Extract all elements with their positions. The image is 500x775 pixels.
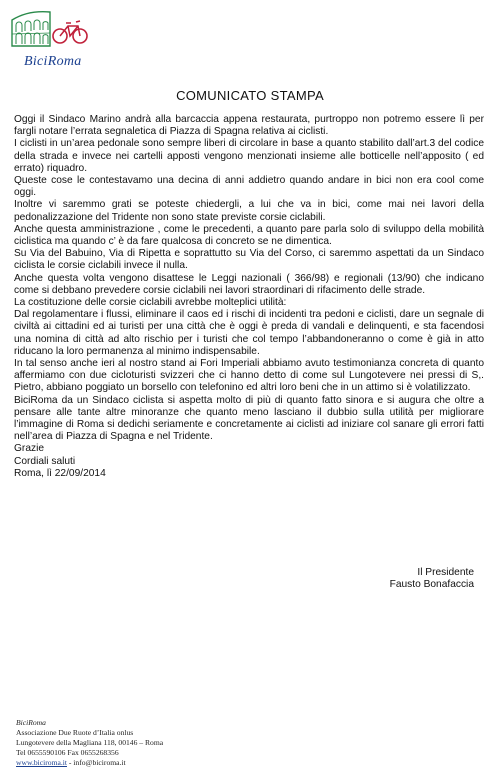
paragraph: Su Via del Babuino, Via di Ripetta e soprattutto su Via del Corso, ci saremmo aspettati da un Sindaco ciclista le corsie ciclabili invece il nulla. <box>14 248 484 272</box>
footer-org: BiciRoma <box>16 718 46 727</box>
paragraph: Dal regolamentare i flussi, eliminare il caos ed i rischi di incidenti tra pedoni e ciclisti, dare un segnale di civiltà ai cittadini ed ai turisti per una città che è oggi è preda di vandali e delinquenti, e sta facendosi una nomina di città ad alto rischio per i turisti che col tempo l’abbandoneranno o come è già in atto riducano la loro permanenza al minimo indispensabile. <box>14 309 484 357</box>
email-text: info@biciroma.it <box>73 758 126 767</box>
biciroma-logo <box>8 6 88 70</box>
footer-association: Associazione Due Ruote d’Italia onlus <box>16 728 134 737</box>
paragraph: Queste cose le contestavamo una decina di anni addietro quando andare in bici non era cool come oggi. <box>14 175 484 199</box>
footer-address: Lungotevere della Magliana 118, 00146 – Roma <box>16 738 164 747</box>
paragraph: Anche questa volta vengono disattese le Leggi nazionali ( 366/98) e regionali (13/90) che indicano come si debbano prevedere corsie ciclabili nei lavori straordinari di rifacimento delle strade. <box>14 272 484 296</box>
signature-name: Fausto Bonafaccia <box>389 579 474 591</box>
paragraph: In tal senso anche ieri al nostro stand ai Fori Imperiali abbiamo avuto testimonianza concreta di quanto affermiamo con due cicloturisti svizzeri che ci hanno detto di come sul Lungotevere nei pressi di S,. Pietro, abbiano poggiato un borsello con telefonino ed altri loro beni che in un attimo si è volatilizzato. <box>14 358 484 394</box>
footer-phone: Tel 0655590106 Fax 0655268356 <box>16 748 119 757</box>
paragraph: BiciRoma da un Sindaco ciclista si aspetta molto di più di quanto fatto sinora e si augura che oltre a pensare alle tante altre minoranze che quanto meno lasciano il dubbio sulla utilità per migliorare l’immagine di Roma si dedichi seriamente e concretamente ai ciclisti ad iniziare col sanare gli errori fatti nell’area di Piazza di Spagna e nel Tridente. <box>14 394 484 443</box>
place-date: Roma, lì 22/09/2014 <box>14 467 106 479</box>
signature-block <box>390 567 474 591</box>
logo-wordmark: BiciRoma <box>24 54 82 69</box>
footer <box>16 718 163 768</box>
paragraph: Inoltre vi saremmo grati se poteste chiedergli, a lui che va in bici, come mai nei lavori della pedonalizzazione del Tridente non sono state previste corsie ciclabili. <box>14 199 484 223</box>
closing-greeting: Cordiali saluti <box>14 455 76 467</box>
paragraph: La costituzione delle corsie ciclabili avrebbe molteplici utilità: <box>14 297 287 309</box>
paragraph: I ciclisti in un’area pedonale sono sempre liberi di circolare in base a quanto stabilito dall’art.3 del codice della strada e invece nei cartelli apposti vengono menzionati insieme alle botticelle nell’apposito ( ed errato) riquadro. <box>14 138 484 174</box>
colosseum-bike-icon <box>8 6 88 56</box>
footer-separator: - <box>66 758 74 767</box>
website-link[interactable]: www.biciroma.it <box>16 758 67 767</box>
signature-role: Il Presidente <box>417 567 474 578</box>
press-release-body <box>14 114 484 480</box>
closing-thanks: Grazie <box>14 443 45 455</box>
paragraph: Oggi il Sindaco Marino andrà alla barcaccia appena restaurata, purtroppo non potremo essere lì per fargli notare l’errata segnaletica di Piazza di Spagna relativa ai ciclisti. <box>14 114 484 138</box>
paragraph: Anche questa amministrazione , come le precedenti, a quanto pare parla solo di sviluppo della mobilità ciclistica ma quando c’ è da fare qualcosa di concreto se ne dimentica. <box>14 223 484 248</box>
footer-contacts <box>16 758 163 768</box>
page-title: COMUNICATO STAMPA <box>176 88 324 103</box>
